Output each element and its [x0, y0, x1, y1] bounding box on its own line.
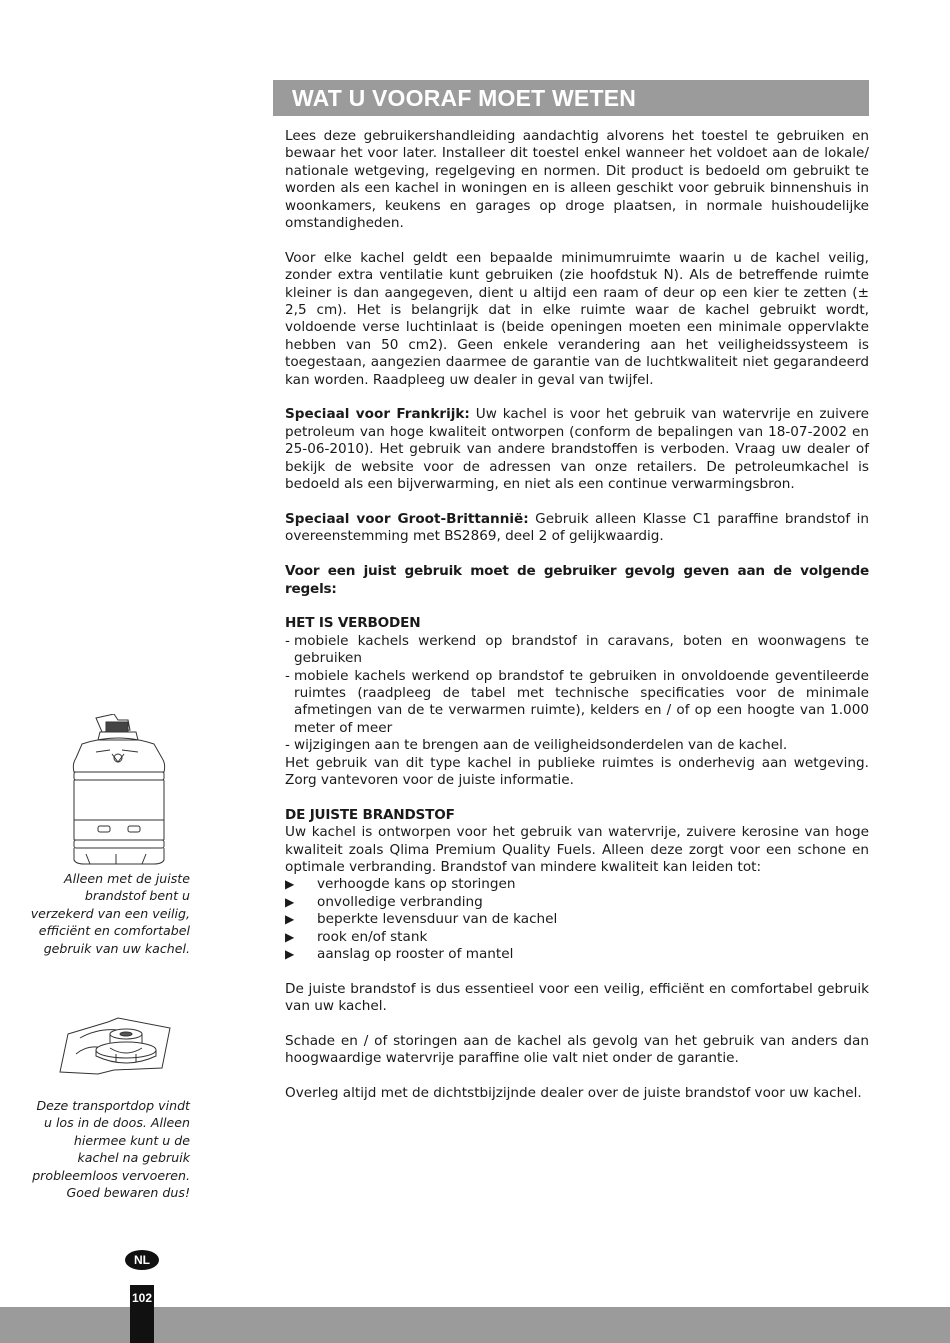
- section-header-bar: [273, 80, 869, 116]
- fuel-heading: DE JUISTE BRANDSTOF: [285, 806, 455, 823]
- france-paragraph: [285, 406, 869, 493]
- list-item: [285, 946, 869, 963]
- list-item: [285, 894, 869, 911]
- uk-text: Gebruik alleen Klasse C1 paraffine brandstof in overeenstemming met BS2869, deel 2 of gelijkwaardig.: [285, 510, 869, 545]
- list-item: [285, 929, 869, 946]
- language-badge: NL: [125, 1250, 159, 1270]
- forbidden-heading: HET IS VERBODEN: [285, 615, 421, 632]
- fuel-issue: onvolledige verbranding: [317, 893, 483, 910]
- forbidden-item: wijzigingen aan te brengen aan de veiligheidsonderdelen van de kachel.: [294, 737, 788, 754]
- list-item: [285, 876, 869, 893]
- list-item: [285, 633, 869, 668]
- fuel-issue: aanslag op rooster of mantel: [317, 946, 514, 962]
- triangle-bullet-icon: ▶: [285, 894, 295, 909]
- triangle-bullet-icon: ▶: [285, 947, 295, 961]
- dash-marker: -: [285, 737, 290, 754]
- transport-cap-illustration: [58, 1014, 178, 1078]
- transport-cap-caption: [30, 1097, 190, 1201]
- fuel-can-caption: [30, 870, 190, 957]
- intro-paragraph-1: Lees deze gebruikershandleiding aandachtig alvorens het toestel te gebruiken en bewaar het voor later. Installeer dit toestel enkel wanneer het voldoet aan de lokale/ nationale wetgeving, regelgeving en normen. Dit product is bedoeld om gebruikt te worden als een kachel in woningen en is alleen geschikt voor gebruik binnenshuis in woonkamers, keukens en garages op droge plaatsen, in normale huishoudelijke omstandigheden.: [285, 128, 869, 232]
- fuel-issue: verhoogde kans op storingen: [317, 876, 516, 893]
- intro-paragraph-2: Voor elke kachel geldt een bepaalde minimumruimte waarin u de kachel veilig, zonder extra ventilatie kunt gebruiken (zie hoofdstuk N). Als de betreffende ruimte kleiner is dan aangegeven, dient u altijd een raam of deur op een kier te zetten (± 2,5 cm). Het is belangrijk dat in elke ruimte waar de kachel gebruikt wordt, voldoende verse luchtinlaat is (beide openingen moeten een minimale oppervlakte hebben van 50 cm2). Geen enkele verandering aan het veiligheidssysteem is toegestaan, aangezien daarmee de garantie van de luchtkwaliteit niet gegarandeerd kan worden. Raadpleeg uw dealer in geval van twijfel.: [285, 249, 869, 388]
- rules-intro: Voor een juist gebruik moet de gebruiker gevolg geven aan de volgende regels:: [285, 563, 869, 597]
- dash-marker: -: [285, 632, 290, 649]
- triangle-bullet-icon: ▶: [285, 912, 295, 927]
- page-title: WAT U VOORAF MOET WETEN: [292, 85, 637, 111]
- list-item: [285, 911, 869, 928]
- fuel-can-illustration: [66, 714, 172, 866]
- forbidden-item: mobiele kachels werkend op brandstof te gebruiken in onvoldoende geventileerde ruimtes (raadpleeg de tabel met technische specificaties voor de minimale afmetingen van de te verwarmen ruimte), kelders en / of op een hoogte van 1.000 meter of meer: [294, 667, 869, 736]
- fuel-consult-paragraph: Overleg altijd met de dichtstbijzijnde dealer over de juiste brandstof voor uw kachel.: [285, 1085, 862, 1102]
- dash-marker: -: [285, 667, 290, 684]
- caption-text: Alleen met de juiste brandstof bent u verzekerd van een veilig, efficiënt en comfortabel gebruik van uw kachel.: [30, 871, 190, 956]
- page-number: 102: [130, 1285, 154, 1343]
- france-text: Uw kachel is voor het gebruik van watervrije en zuivere petroleum van hoge kwaliteit ontworpen (conform de bepalingen van 18-07-2002 en 25-06-2010). Het gebruik van andere brandstoffen is verboden. Vraag uw dealer of bekijk de website voor de adressen van onze retailers. De petroleumkachel is bedoeld als een bijverwarming, en niet als een continue verwarmingsbron.: [285, 406, 869, 493]
- uk-label: Speciaal voor Groot-Brittannië:: [285, 510, 529, 527]
- list-item: [285, 668, 869, 738]
- france-label: Speciaal voor Frankrijk:: [285, 406, 470, 423]
- forbidden-note: Het gebruik van dit type kachel in publieke ruimtes is onderhevig aan wetgeving. Zorg vantevoren voor de juiste informatie.: [285, 754, 869, 788]
- uk-paragraph: [285, 511, 869, 546]
- triangle-bullet-icon: ▶: [285, 877, 295, 892]
- forbidden-item: mobiele kachels werkend op brandstof in caravans, boten en woonwagens te gebruiken: [294, 632, 869, 667]
- fuel-issues-list: [285, 876, 869, 963]
- caption-text: Deze transportdop vindt u los in de doos. Alleen hiermee kunt u de kachel na gebruik probleemloos vervoeren. Goed bewaren dus!: [32, 1098, 190, 1201]
- triangle-bullet-icon: ▶: [285, 929, 295, 944]
- fuel-issue: rook en/of stank: [317, 928, 428, 945]
- fuel-issue: beperkte levensduur van de kachel: [317, 911, 558, 928]
- list-item: [285, 737, 869, 754]
- fuel-damage-paragraph: Schade en / of storingen aan de kachel als gevolg van het gebruik van anders dan hoogwaardige watervrije paraffine olie valt niet onder de garantie.: [285, 1033, 869, 1067]
- fuel-intro: Uw kachel is ontworpen voor het gebruik van watervrije, zuivere kerosine van hoge kwaliteit zoals Qlima Premium Quality Fuels. Alleen deze zorgt voor een schone en optimale verbranding. Brandstof van mindere kwaliteit kan leiden tot:: [285, 824, 869, 875]
- fuel-essential-paragraph: De juiste brandstof is dus essentieel voor een veilig, efficiënt en comfortabel gebruik van uw kachel.: [285, 980, 869, 1015]
- main-content: [285, 128, 869, 1103]
